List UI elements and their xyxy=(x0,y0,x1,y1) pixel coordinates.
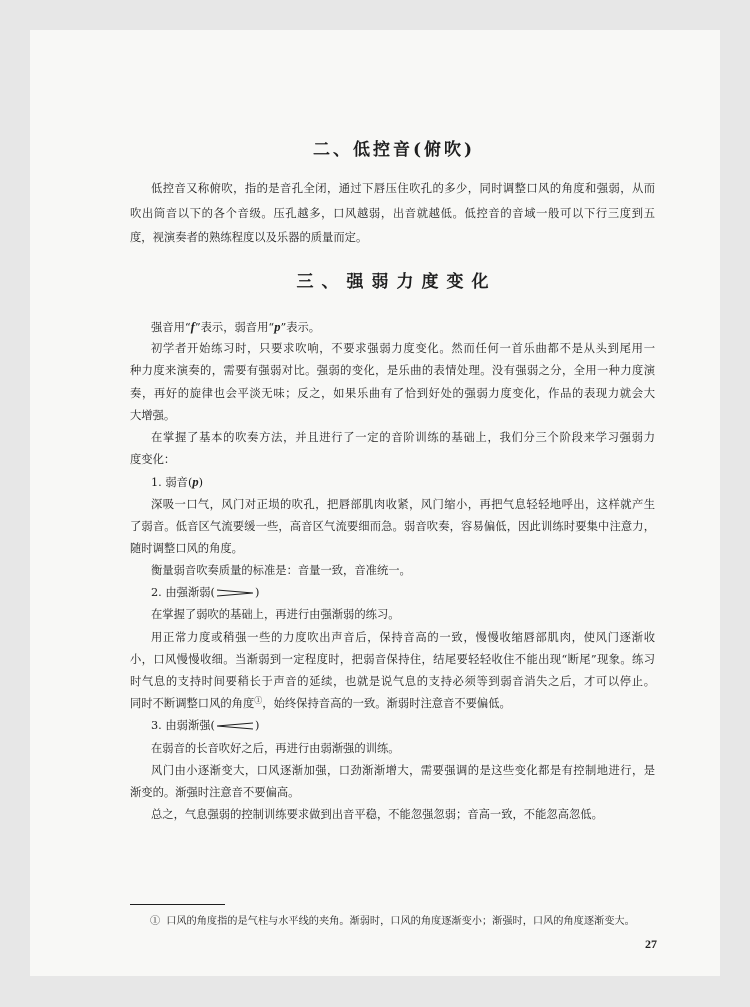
text-line: 低控音又称俯吹，指的是音孔全闭，通过下唇压住吹孔的多少，同时调整口风的角度和强弱，从而 xyxy=(151,182,655,195)
text-line: 吹出筒音以下的各个音级。压孔越多，口风越弱，出音就越低。低控音的音域一般可以下行三度到五 xyxy=(130,206,655,220)
footnote-text: 口风的角度指的是气柱与水平线的夹角。渐弱时，口风的角度逐渐变小；渐强时，口风的角度逐渐变大。 xyxy=(166,916,635,927)
text-run: 强音用“ xyxy=(151,321,191,334)
step-heading-decrescendo xyxy=(130,582,655,604)
page-number: 27 xyxy=(645,937,657,951)
section-2-body xyxy=(130,177,655,251)
text-run: ”表示，弱音用“ xyxy=(194,321,275,334)
paragraph xyxy=(130,627,655,716)
text-line: 初学者开始练习时，只要求吹响，不要求强弱力度变化。然而任何一首乐曲都不是从头到尾用一 xyxy=(151,342,655,356)
text-line: 深吸一口气，风门对正埙的吹孔，把唇部肌肉收紧，风门缩小，再把气息轻轻地呼出，这样就产生 xyxy=(151,497,655,511)
paragraph xyxy=(130,177,655,251)
text-run: 同时不断调整口风的角度 xyxy=(130,697,255,711)
step-heading-soft xyxy=(130,471,655,493)
paragraph-intro xyxy=(130,316,655,338)
paragraph xyxy=(130,494,655,561)
text-line: 在掌握了基本的吹奏方法，并且进行了一定的音阶训练的基础上，我们分三个阶段来学习强弱力 xyxy=(151,430,655,444)
step-label: 1. 弱音( xyxy=(151,476,193,490)
step-heading-crescendo xyxy=(130,715,655,737)
text-run: ，始终保持音高的一致。渐弱时注意音不要偏低。 xyxy=(262,697,511,711)
paragraph xyxy=(130,427,655,471)
section-heading-dynamics: 三、强弱力度变化 xyxy=(296,272,497,292)
section-3-body xyxy=(130,316,655,826)
text-line: 小，口风慢慢收细。当渐弱到一定程度时，把弱音保持住，结尾要轻轻收住不能出现“断尾”现象。练习 xyxy=(130,652,655,666)
footnote xyxy=(150,913,635,931)
step-label: 2. 由强渐弱( xyxy=(151,586,215,600)
text-line: 度，视演奏者的熟练程度以及乐器的质量而定。 xyxy=(130,231,368,244)
step-close: ) xyxy=(254,719,260,733)
text-line xyxy=(130,693,655,715)
text-line: 风门由小逐渐变大，口风逐渐加强，口劲渐渐增大，需要强调的是这些变化都是有控制地进行，是 xyxy=(151,763,655,777)
paragraph xyxy=(130,338,655,427)
forte-mark: f xyxy=(190,320,195,334)
step-label: 3. 由弱渐强( xyxy=(151,719,215,733)
text-line: 大增强。 xyxy=(130,408,176,422)
text-run: ”表示。 xyxy=(280,321,321,334)
text-line: 渐变的。渐强时注意音不要偏高。 xyxy=(130,785,300,799)
text-line: 时气息的支持时间要稍长于声音的延续，也就是说气息的支持必须等到弱音消失之后，才可以停止。 xyxy=(130,675,655,688)
section-heading-low-control: 二、低控音(俯吹) xyxy=(312,140,476,160)
text-line: 随时调整口风的角度。 xyxy=(130,541,243,555)
piano-mark: p xyxy=(192,475,199,490)
crescendo-icon xyxy=(216,722,254,730)
text-line: 用正常力度或稍强一些的力度吹出声音后，保持音高的一致，慢慢收缩唇部肌肉，使风门逐渐收 xyxy=(151,630,655,644)
text-line: 种力度来演奏的，需要有强弱对比。强弱的变化，是乐曲的表情处理。没有强弱之分，全用一种力度演 xyxy=(130,364,655,378)
text-line: 奏，再好的旋律也会平淡无味；反之，如果乐曲有了恰到好处的强弱力度变化，作品的表现力就会大 xyxy=(130,386,655,400)
step-close: ) xyxy=(198,476,204,490)
paragraph-soft-standard: 衡量弱音吹奏质量的标准是：音量一致，音准统一。 xyxy=(151,564,411,578)
footnote-reference: ① xyxy=(254,696,263,706)
paragraph: 在掌握了弱吹的基础上，再进行由强渐弱的练习。 xyxy=(151,608,400,622)
piano-mark: p xyxy=(274,320,281,334)
decrescendo-icon xyxy=(216,589,254,597)
footnote-divider xyxy=(130,904,225,905)
text-line: 了弱音。低音区气流要缓一些，高音区气流要细而急。弱音吹奏，容易偏低，因此训练时要集中注意力， xyxy=(130,519,655,533)
text-line: 度变化： xyxy=(130,453,176,467)
footnote-marker: ① xyxy=(150,916,161,927)
step-close: ) xyxy=(254,586,260,600)
paragraph: 在弱音的长音吹好之后，再进行由弱渐强的训练。 xyxy=(151,741,400,755)
paragraph xyxy=(130,760,655,804)
paragraph-summary: 总之，气息强弱的控制训练要求做到出音平稳，不能忽强忽弱；音高一致，不能忽高忽低。 xyxy=(151,808,603,822)
